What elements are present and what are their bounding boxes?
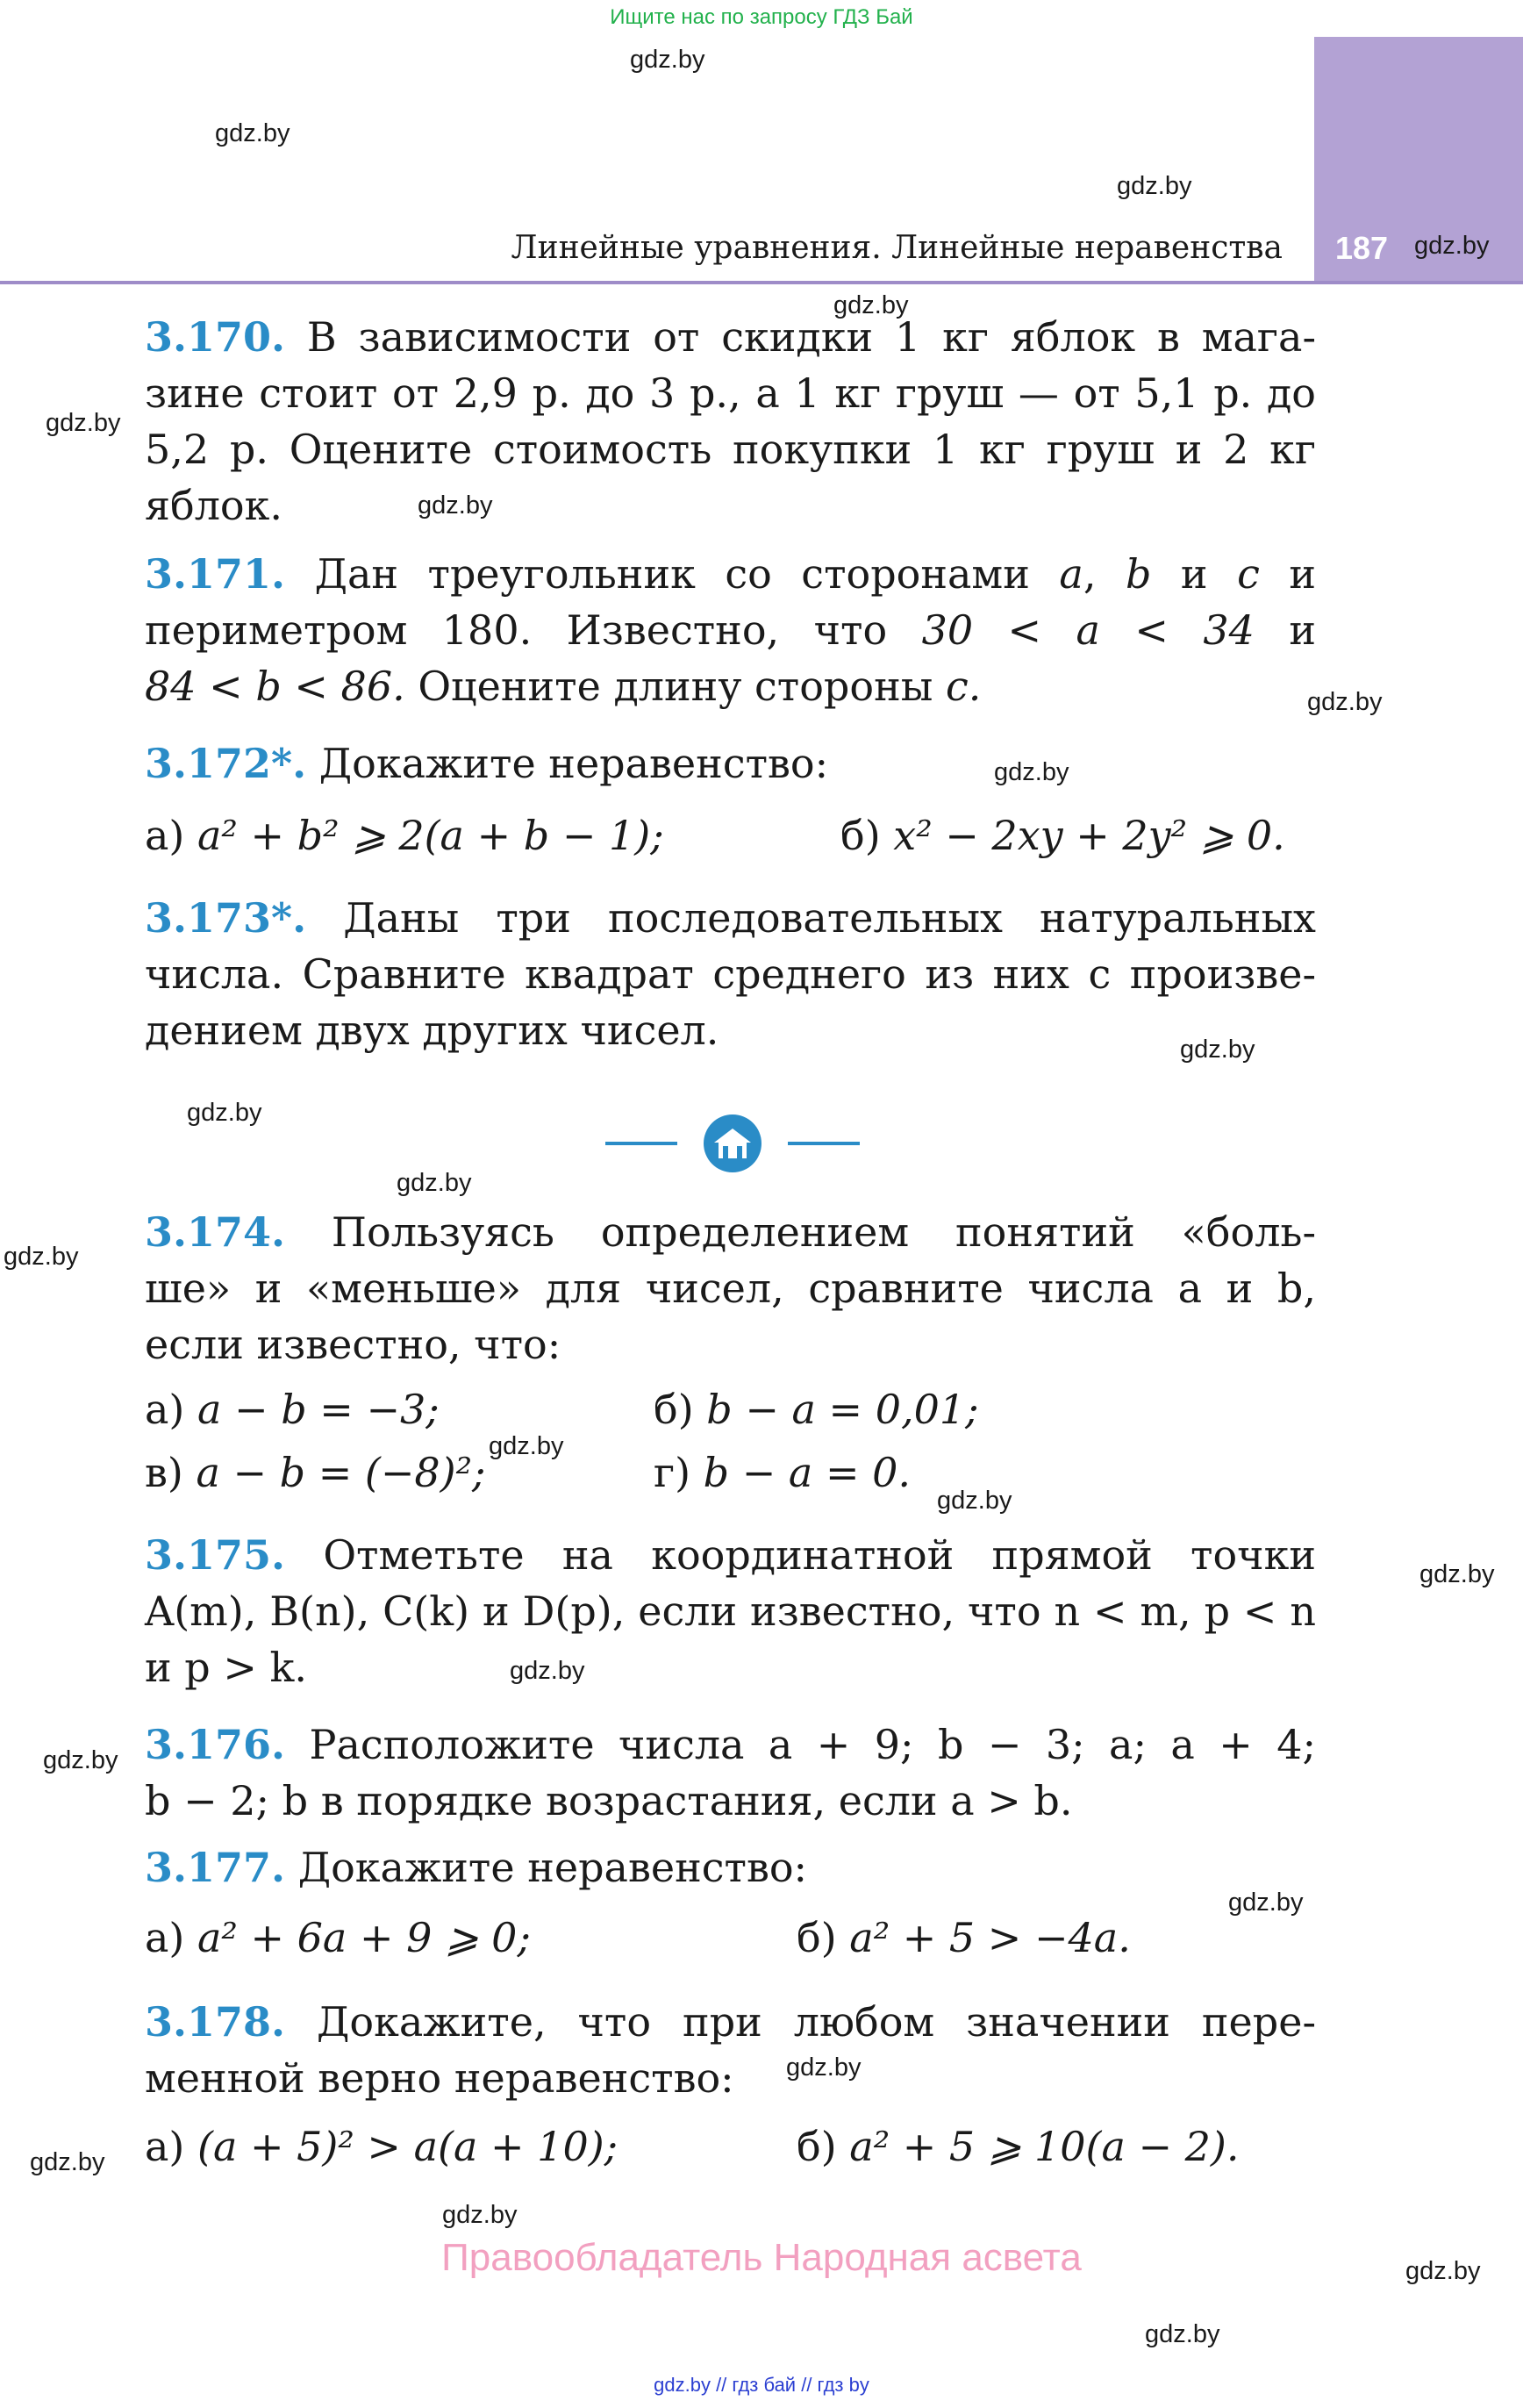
watermark[interactable]: gdz.by — [1228, 1888, 1304, 1917]
watermark[interactable]: gdz.by — [489, 1432, 564, 1460]
conj: и — [1289, 550, 1316, 598]
problem-3-175 — [145, 1527, 1316, 1695]
problem-text: ше» и «меньше» для чисел, сравните числа a и b, — [145, 1265, 1316, 1312]
part-d — [654, 1444, 911, 1501]
watermark[interactable]: gdz.by — [1414, 232, 1490, 260]
watermark[interactable]: gdz.by — [1117, 172, 1192, 200]
watermark[interactable]: gdz.by — [30, 2148, 105, 2176]
part-a — [145, 1910, 531, 1966]
expression: a − b = −3; — [197, 1386, 440, 1433]
watermark[interactable]: gdz.by — [215, 119, 290, 147]
problem-text: Докажите неравенство: — [297, 1844, 808, 1891]
problem-number: 3.170. — [145, 313, 286, 361]
problem-3-177 — [145, 1839, 1316, 1896]
problem-text: менной верно неравенство: — [145, 2054, 734, 2102]
part-a — [145, 2118, 618, 2175]
problem-3-174 — [145, 1204, 1316, 1372]
part-label: в) — [145, 1449, 183, 1496]
part-label: а) — [145, 1386, 185, 1433]
part-label: б) — [797, 2123, 837, 2170]
problem-text: Отметьте на координатной прямой точки — [323, 1531, 1317, 1579]
problem-text: 5,2 р. Оцените стоимость покупки 1 кг груш и 2 кг — [145, 426, 1316, 473]
house-icon — [704, 1114, 762, 1172]
inequality: 30 < a < 34 — [921, 606, 1255, 654]
part-label: б) — [797, 1914, 837, 1961]
watermark[interactable]: gdz.by — [1180, 1036, 1255, 1064]
problem-3-170 — [145, 309, 1316, 534]
problem-text: числа. Сравните квадрат среднего из них с произве- — [145, 950, 1316, 998]
problem-number: 3.171. — [145, 550, 286, 598]
problem-number: 3.172*. — [145, 740, 307, 787]
problem-number: 3.178. — [145, 1998, 286, 2046]
expression: a² + 6a + 9 ⩾ 0; — [197, 1914, 531, 1961]
problem-number: 3.173*. — [145, 894, 307, 942]
problem-number: 3.175. — [145, 1531, 286, 1579]
problem-3-173 — [145, 890, 1316, 1058]
watermark[interactable]: gdz.by — [43, 1746, 118, 1774]
watermark[interactable]: gdz.by — [994, 758, 1069, 786]
problem-text: яблок. — [145, 482, 283, 529]
part-label: б) — [654, 1386, 694, 1433]
problem-text: Дан треугольник со сторонами — [314, 550, 1030, 598]
problem-text: A(m), B(n), C(k) и D(p), если известно, что n < m, p < n — [145, 1587, 1316, 1635]
conj: и — [1180, 550, 1208, 598]
expression: x² − 2xy + 2y² ⩾ 0. — [893, 812, 1285, 859]
var: c. — [945, 663, 982, 710]
problem-3-171 — [145, 546, 1316, 714]
watermark[interactable]: gdz.by — [4, 1243, 79, 1271]
part-a — [145, 1381, 440, 1437]
problem-text: b − 2; b в порядке возрастания, если a > b. — [145, 1777, 1073, 1824]
conj: и — [1289, 606, 1316, 654]
watermark[interactable]: gdz.by — [937, 1487, 1012, 1515]
inequality: 84 < b < 86. — [145, 663, 405, 710]
problem-text: и p > k. — [145, 1644, 308, 1691]
part-b — [797, 1910, 1131, 1966]
problem-number: 3.176. — [145, 1721, 286, 1768]
copyright-notice: Правообладатель Народная асвета — [441, 2236, 1082, 2279]
part-label: а) — [145, 812, 185, 859]
problem-number: 3.174. — [145, 1208, 286, 1256]
part-b — [797, 2118, 1240, 2175]
part-a — [145, 807, 664, 864]
problem-3-172 — [145, 735, 1316, 792]
expression: a − b = (−8)²; — [196, 1449, 486, 1496]
problem-text: дением двух других чисел. — [145, 1007, 719, 1054]
problem-3-176 — [145, 1716, 1316, 1829]
expression: a² + 5 ⩾ 10(a − 2). — [849, 2123, 1240, 2170]
watermark[interactable]: gdz.by — [1145, 2320, 1220, 2348]
var: c — [1237, 550, 1260, 598]
part-label: а) — [145, 2123, 185, 2170]
part-b — [654, 1381, 979, 1437]
problem-text: зине стоит от 2,9 р. до 3 р., а 1 кг груш — от 5,1 р. до — [145, 369, 1316, 417]
var: b — [1125, 550, 1152, 598]
watermark[interactable]: gdz.by — [46, 409, 121, 437]
watermark[interactable]: gdz.by — [418, 491, 493, 520]
problem-text: Расположите числа a + 9; b − 3; a; a + 4; — [309, 1721, 1316, 1768]
var: a — [1059, 550, 1083, 598]
watermark[interactable]: gdz.by — [786, 2053, 862, 2082]
watermark[interactable]: gdz.by — [442, 2201, 518, 2229]
home-section-divider — [605, 1113, 860, 1174]
expression: a² + 5 > −4a. — [849, 1914, 1131, 1961]
header-rule — [0, 281, 1523, 284]
problem-text: Докажите, что при любом значении пере- — [317, 1998, 1316, 2046]
top-banner[interactable]: Ищите нас по запросу ГДЗ Бай — [610, 5, 913, 29]
problem-text: Даны три последовательных натуральных — [343, 894, 1316, 942]
part-label: б) — [840, 812, 881, 859]
problem-text: В зависимости от скидки 1 кг яблок в мага- — [306, 313, 1316, 361]
part-label: г) — [654, 1449, 691, 1496]
problem-text: если известно, что: — [145, 1321, 561, 1368]
punct: , — [1083, 550, 1097, 598]
running-head: Линейные уравнения. Линейные неравенства — [511, 230, 1283, 266]
problem-text: периметром 180. Известно, что — [145, 606, 888, 654]
watermark[interactable]: gdz.by — [397, 1169, 472, 1197]
watermark[interactable]: gdz.by — [1307, 688, 1383, 716]
problem-text: Докажите неравенство: — [318, 740, 829, 787]
part-b — [840, 807, 1285, 864]
watermark[interactable]: gdz.by — [510, 1657, 585, 1685]
problem-3-178 — [145, 1994, 1316, 2106]
footer-links[interactable]: gdz.by // гдз бай // гдз by — [654, 2374, 869, 2396]
expression: a² + b² ⩾ 2(a + b − 1); — [197, 812, 664, 859]
watermark[interactable]: gdz.by — [833, 291, 909, 319]
expression: b − a = 0. — [703, 1449, 912, 1496]
expression: (a + 5)² > a(a + 10); — [197, 2123, 618, 2170]
problem-text: Пользуясь определением понятий «боль- — [331, 1208, 1316, 1256]
watermark[interactable]: gdz.by — [187, 1099, 262, 1127]
watermark[interactable]: gdz.by — [630, 46, 705, 74]
page-number: 187 — [1335, 230, 1389, 266]
expression: b − a = 0,01; — [706, 1386, 979, 1433]
problem-text: Оцените длину стороны — [418, 663, 933, 710]
watermark[interactable]: gdz.by — [1419, 1560, 1495, 1588]
part-c — [145, 1444, 486, 1501]
problem-number: 3.177. — [145, 1844, 286, 1891]
watermark[interactable]: gdz.by — [1405, 2257, 1481, 2285]
part-label: а) — [145, 1914, 185, 1961]
